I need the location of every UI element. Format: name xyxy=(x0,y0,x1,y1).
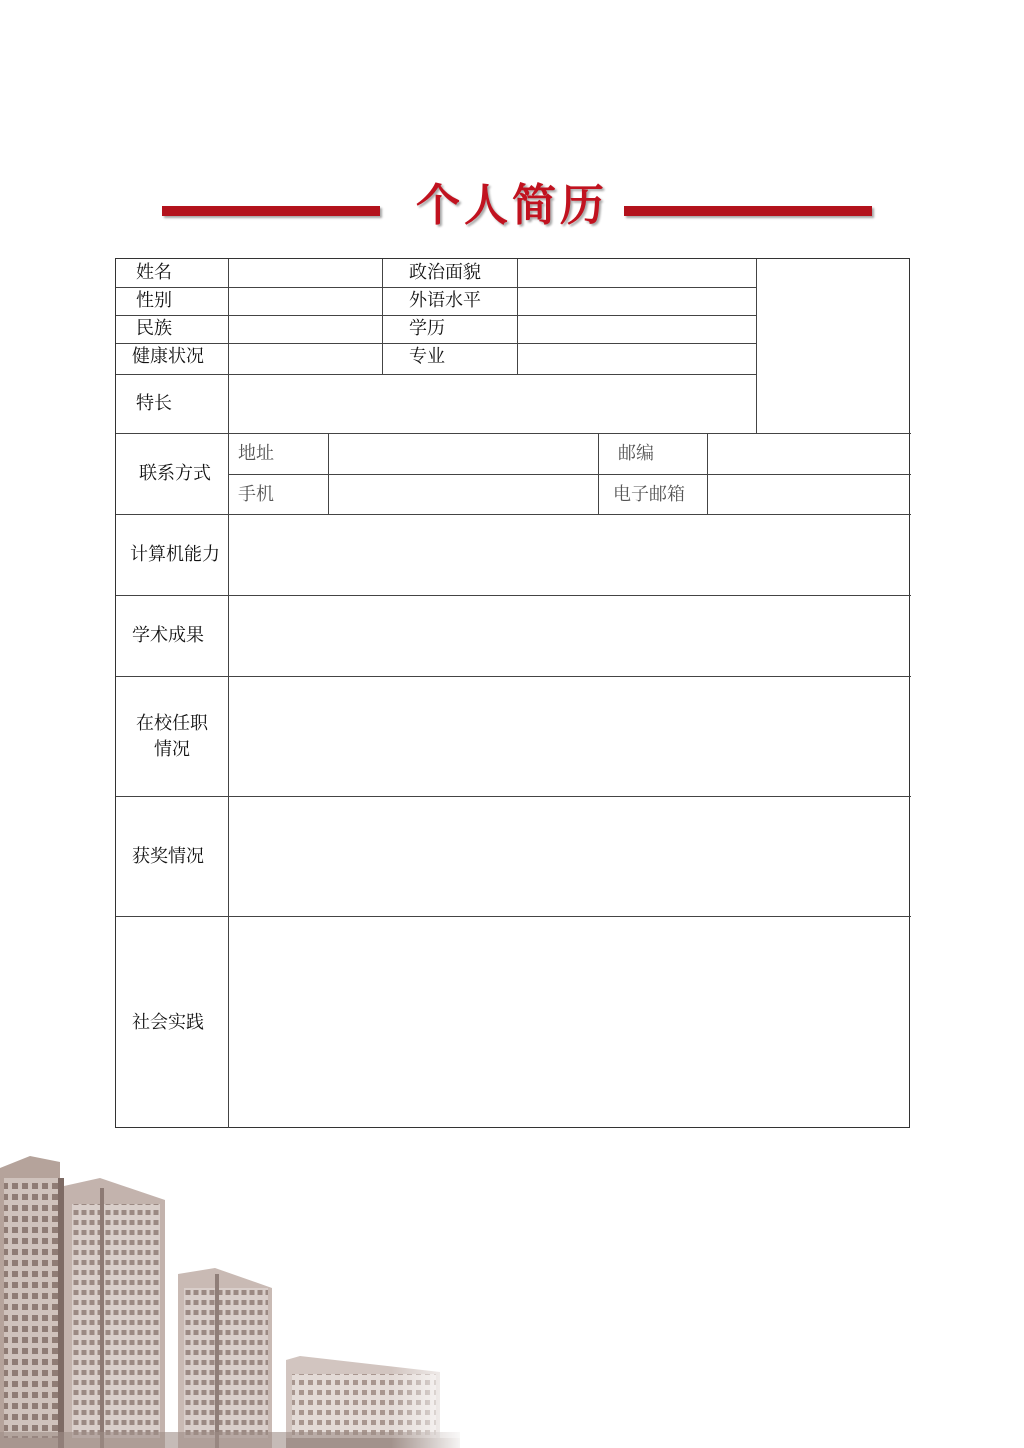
health-field[interactable] xyxy=(229,344,382,374)
computer-skills-field[interactable] xyxy=(229,515,910,595)
academic-field[interactable] xyxy=(229,596,910,676)
gender-field[interactable] xyxy=(229,288,382,315)
political-status-field[interactable] xyxy=(518,260,756,287)
title-bar-left xyxy=(162,206,380,216)
photo-area[interactable] xyxy=(757,260,910,433)
campus-positions-field[interactable] xyxy=(229,677,910,796)
label-email: 电子邮箱 xyxy=(613,484,685,505)
label-political-status: 政治面貌 xyxy=(409,262,481,283)
name-field[interactable] xyxy=(229,260,382,287)
address-field[interactable] xyxy=(329,434,598,474)
label-campus-positions-line1: 在校任职 xyxy=(136,713,208,734)
label-campus-positions-line2: 情况 xyxy=(154,739,190,760)
label-ethnicity: 民族 xyxy=(136,318,172,339)
label-mobile: 手机 xyxy=(238,484,274,505)
ethnicity-field[interactable] xyxy=(229,316,382,343)
awards-field[interactable] xyxy=(229,797,910,916)
label-specialty: 特长 xyxy=(136,393,172,414)
page-title: 个人简历 xyxy=(416,180,608,231)
label-contact: 联系方式 xyxy=(139,463,211,484)
label-education: 学历 xyxy=(409,318,445,339)
label-academic: 学术成果 xyxy=(132,625,204,646)
major-field[interactable] xyxy=(518,344,756,374)
row-line xyxy=(116,287,228,288)
col-line xyxy=(598,433,599,514)
label-awards: 获奖情况 xyxy=(132,846,204,867)
label-gender: 性别 xyxy=(136,290,172,311)
title-bar-right xyxy=(624,206,872,216)
label-foreign-language: 外语水平 xyxy=(409,290,481,311)
specialty-field[interactable] xyxy=(229,375,756,433)
label-computer-skills: 计算机能力 xyxy=(130,544,220,565)
buildings-illustration xyxy=(0,1148,460,1448)
social-practice-field[interactable] xyxy=(229,917,910,1127)
education-field[interactable] xyxy=(518,316,756,343)
resume-form-table xyxy=(115,258,910,1128)
label-social-practice: 社会实践 xyxy=(132,1012,204,1033)
label-name: 姓名 xyxy=(136,262,172,283)
label-address: 地址 xyxy=(238,443,274,464)
email-field[interactable] xyxy=(708,475,910,514)
label-major: 专业 xyxy=(409,346,445,367)
label-health: 健康状况 xyxy=(132,346,204,367)
col-line xyxy=(382,259,383,374)
foreign-language-field[interactable] xyxy=(518,288,756,315)
postcode-field[interactable] xyxy=(708,434,910,474)
mobile-field[interactable] xyxy=(329,475,598,514)
label-postcode: 邮编 xyxy=(618,443,654,464)
